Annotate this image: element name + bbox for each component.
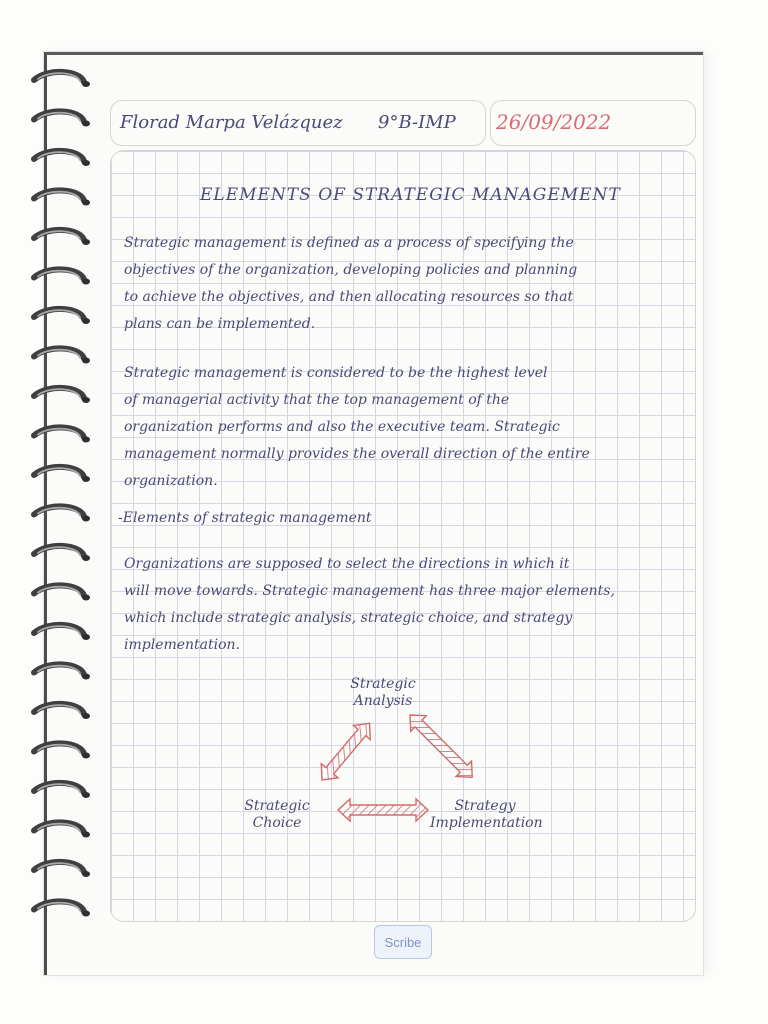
paragraph-2-line: of managerial activity that the top management of the xyxy=(124,392,510,408)
paragraph-1-line: to achieve the objectives, and then allocating resources so that xyxy=(124,289,574,305)
spiral-hole xyxy=(82,871,90,877)
class-group: 9°B-IMP xyxy=(378,112,456,133)
spiral-hole xyxy=(82,437,90,443)
spiral-hole xyxy=(82,674,90,680)
double-arrow-choice-implementation xyxy=(338,799,428,821)
spiral-hole xyxy=(82,713,90,719)
paragraph-2-line: organization performs and also the executive team. Strategic xyxy=(124,419,560,435)
spiral-hole xyxy=(82,358,90,364)
paragraph-3-line: will move towards. Strategic management has three major elements, xyxy=(124,583,615,599)
spiral-hole xyxy=(82,634,90,640)
spiral-hole xyxy=(82,121,90,127)
paragraph-2-line: management normally provides the overall direction of the entire xyxy=(124,446,590,462)
spiral-hole xyxy=(82,476,90,482)
scribe-watermark: Scribe xyxy=(374,925,432,959)
spiral-hole xyxy=(82,595,90,601)
paragraph-3-line: Organizations are supposed to select the directions in which it xyxy=(124,556,570,572)
paragraph-3-line: implementation. xyxy=(124,637,241,653)
student-name: Florad Marpa Velázquez xyxy=(120,112,343,133)
spiral-hole xyxy=(82,555,90,561)
diagram-label-strategic-choice: Strategic Choice xyxy=(244,798,310,831)
spiral-hole xyxy=(82,753,90,759)
paragraph-1-line: Strategic management is defined as a process of specifying the xyxy=(124,235,574,251)
paragraph-1-line: objectives of the organization, developing policies and planning xyxy=(124,262,578,278)
paragraph-2-line: Strategic management is considered to be the highest level xyxy=(124,365,548,381)
diagram-label-strategy-implementation: Strategy Implementation xyxy=(430,798,543,831)
spiral-hole xyxy=(82,160,90,166)
spiral-hole xyxy=(82,200,90,206)
paragraph-2-line: organization. xyxy=(124,473,218,489)
spiral-hole xyxy=(82,516,90,522)
spiral-hole xyxy=(82,279,90,285)
page-title: ELEMENTS OF STRATEGIC MANAGEMENT xyxy=(200,185,621,205)
date: 26/09/2022 xyxy=(496,110,612,134)
double-arrow-analysis-choice xyxy=(314,716,378,787)
section-heading: -Elements of strategic management xyxy=(118,510,372,526)
spiral-hole xyxy=(82,911,90,917)
double-arrow-analysis-implementation xyxy=(402,707,480,785)
paragraph-3-line: which include strategic analysis, strategic choice, and strategy xyxy=(124,610,573,626)
spiral-hole xyxy=(82,239,90,245)
spiral-hole xyxy=(82,397,90,403)
spiral-hole xyxy=(82,318,90,324)
spiral-binding xyxy=(0,0,110,1024)
spiral-hole xyxy=(82,832,90,838)
spiral-hole xyxy=(82,81,90,87)
diagram-label-strategic-analysis: Strategic Analysis xyxy=(350,676,416,709)
spiral-hole xyxy=(82,792,90,798)
paragraph-1-line: plans can be implemented. xyxy=(124,316,316,332)
